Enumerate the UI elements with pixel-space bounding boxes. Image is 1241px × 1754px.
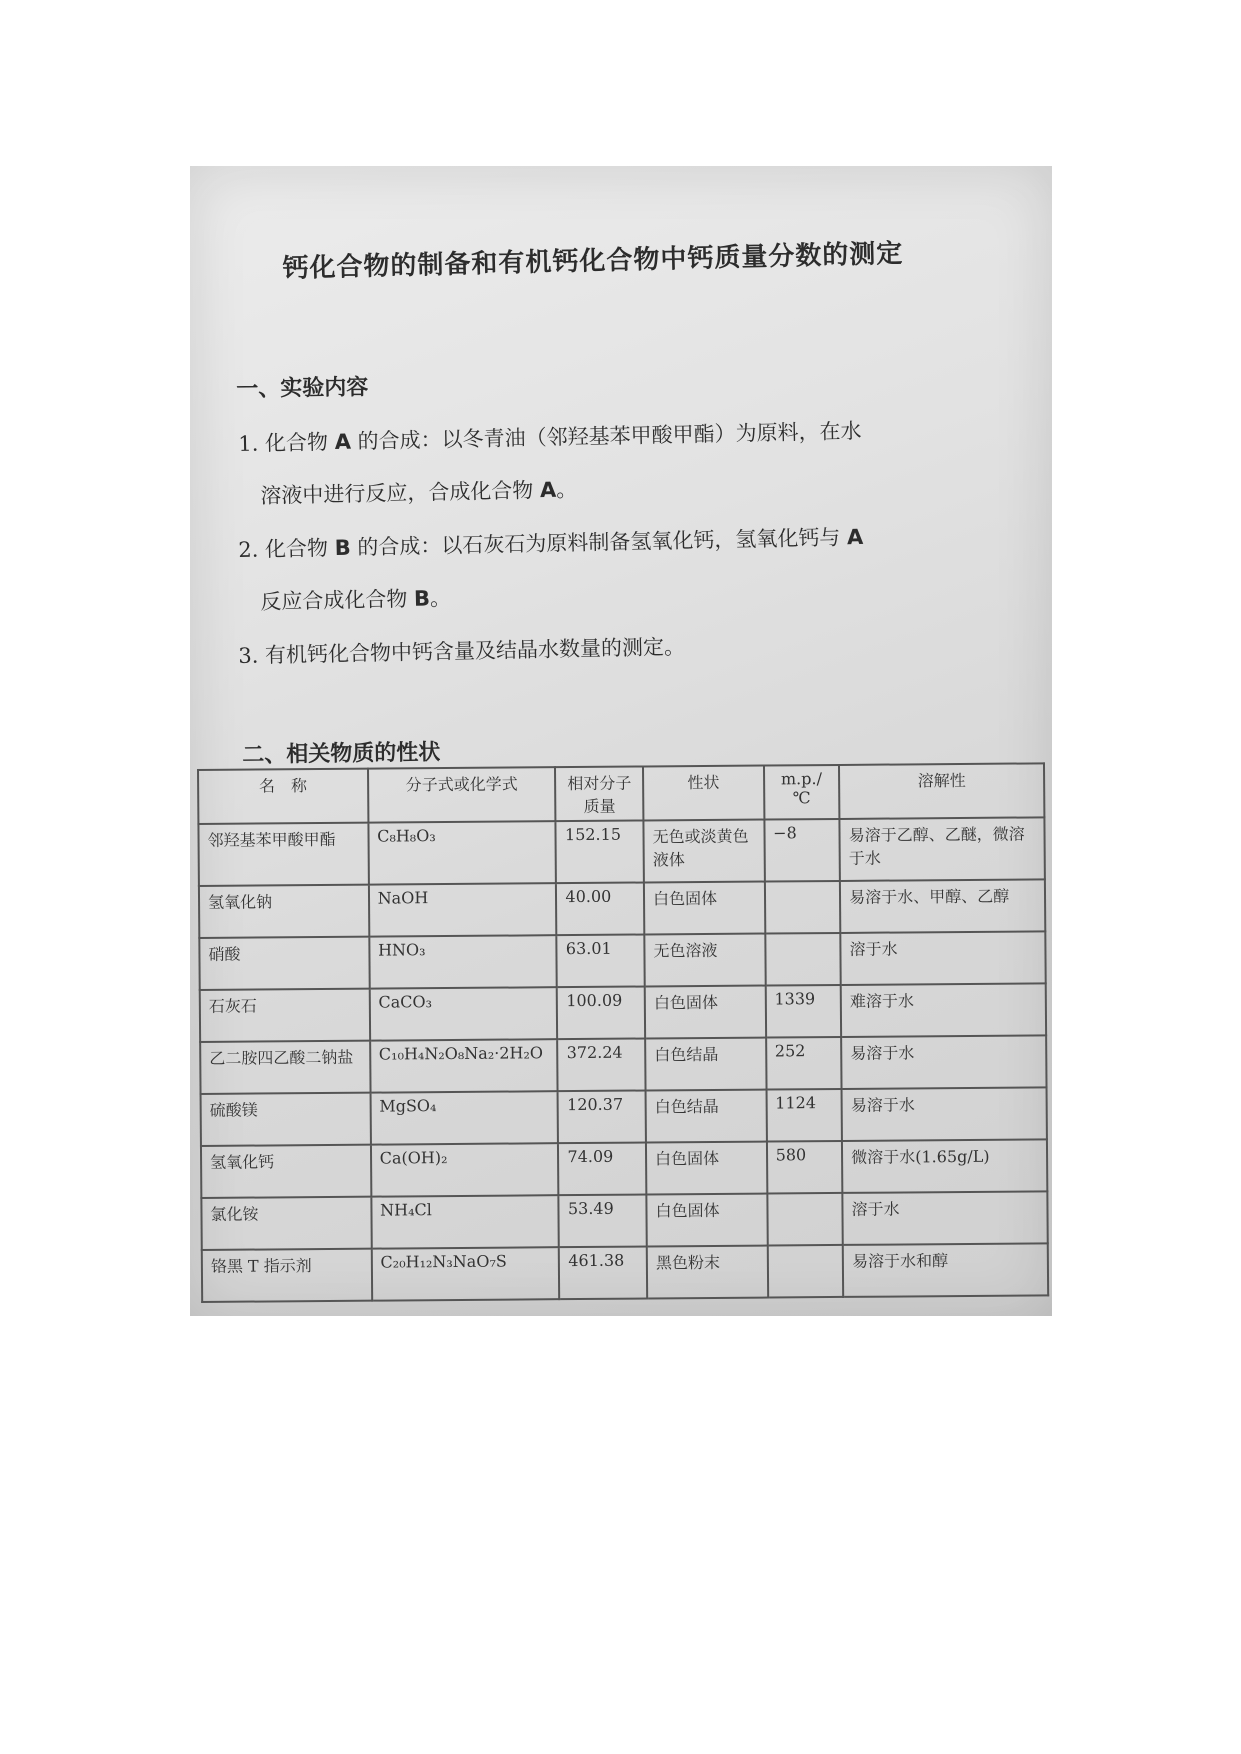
cell-molecular-weight: 152.15 [556,820,644,883]
table-header-row [198,763,1044,824]
document-photo [190,166,1052,1316]
cell-solubility: 易溶于水 [841,1035,1046,1089]
cell-formula: NH₄Cl [371,1195,559,1248]
cell-solubility: 易溶于水和醇 [843,1243,1048,1297]
cell-state: 白色固体 [646,1194,767,1247]
table-row [199,931,1045,990]
properties-table-wrap [197,762,1051,1303]
cell-formula: HNO₃ [369,935,557,988]
cell-formula: C₂₀H₁₂N₃NaO₇S [371,1247,559,1300]
cell-name: 氢氧化钠 [199,885,369,938]
cell-melting-point: 252 [766,1037,842,1090]
cell-solubility: 溶于水 [840,931,1045,985]
table-row [201,1191,1047,1250]
table-row [198,817,1044,886]
cell-name: 乙二胺四乙酸二钠盐 [200,1041,370,1094]
cell-solubility: 难溶于水 [841,983,1046,1037]
cell-state: 黑色粉末 [647,1246,768,1299]
table-row [201,1087,1047,1146]
cell-formula: C₁₀H₄N₂O₈Na₂·2H₂O [370,1039,558,1092]
cell-formula: C₈H₈O₃ [368,821,556,884]
cell-molecular-weight: 120.37 [558,1090,646,1143]
cell-name: 氯化铵 [201,1197,371,1250]
cell-melting-point [765,933,841,986]
column-header-formula: 分子式或化学式 [368,767,556,822]
cell-molecular-weight: 40.00 [556,882,644,935]
column-header-molecular-weight: 相对分子质量 [555,766,643,821]
cell-molecular-weight: 53.49 [559,1194,647,1247]
cell-name: 氢氧化钙 [201,1145,371,1198]
cell-state: 白色固体 [646,1142,767,1195]
cell-molecular-weight: 63.01 [557,934,645,987]
cell-solubility: 易溶于水、甲醇、乙醇 [840,879,1045,933]
content-item-1-line-1: 1. 化合物 A 的合成：以冬青油（邻羟基苯甲酸甲酯）为原料，在水 [238,418,862,456]
table-row [199,879,1045,938]
cell-formula: Ca(OH)₂ [371,1143,559,1196]
table-row [201,1139,1047,1198]
document-title: 钙化合物的制备和有机钙化合物中钙质量分数的测定 [282,238,904,284]
cell-state: 白色固体 [645,986,766,1039]
column-header-solubility: 溶解性 [839,763,1044,819]
column-header-state: 性状 [643,766,764,821]
content-item-1-line-2: 溶液中进行反应，合成化合物 A。 [260,477,578,508]
cell-melting-point [767,1193,843,1246]
cell-formula: CaCO₃ [369,987,557,1040]
content-item-2-line-2: 反应合成化合物 B。 [260,586,452,614]
table-row [200,1035,1046,1094]
cell-name: 硫酸镁 [201,1093,371,1146]
section-2-heading: 二、相关物质的性状 [242,739,441,768]
section-1-heading: 一、实验内容 [236,374,369,402]
cell-solubility: 微溶于水(1.65g/L) [842,1139,1047,1193]
cell-name: 铬黑 T 指示剂 [202,1249,372,1302]
cell-molecular-weight: 100.09 [557,986,645,1039]
cell-formula: NaOH [369,883,557,936]
column-header-name: 名 称 [198,769,368,824]
content-item-3: 3. 有机钙化合物中钙含量及结晶水数量的测定。 [238,634,686,668]
cell-state: 无色溶液 [644,934,765,987]
cell-melting-point: 580 [767,1141,843,1194]
cell-molecular-weight: 461.38 [559,1246,647,1299]
cell-state: 白色结晶 [645,1038,766,1091]
cell-state: 白色结晶 [646,1090,767,1143]
cell-name: 硝酸 [199,937,369,990]
cell-solubility: 易溶于乙醇、乙醚，微溶于水 [840,817,1045,881]
table-row [200,983,1046,1042]
cell-molecular-weight: 74.09 [558,1142,646,1195]
properties-table [197,762,1049,1303]
cell-melting-point [767,1245,843,1298]
cell-state: 无色或淡黄色液体 [643,820,764,883]
cell-name: 邻羟基苯甲酸甲酯 [198,823,368,886]
cell-melting-point: 1339 [765,985,841,1038]
content-item-2-line-1: 2. 化合物 B 的合成：以石灰石为原料制备氢氧化钙，氢氧化钙与 A [238,524,864,562]
cell-melting-point [765,881,841,934]
column-header-melting-point: m.p./℃ [764,765,840,820]
cell-melting-point: 1124 [766,1089,842,1142]
cell-solubility: 溶于水 [842,1191,1047,1245]
cell-molecular-weight: 372.24 [558,1038,646,1091]
table-row [202,1243,1048,1302]
cell-state: 白色固体 [644,882,765,935]
cell-solubility: 易溶于水 [842,1087,1047,1141]
cell-name: 石灰石 [200,989,370,1042]
cell-formula: MgSO₄ [370,1091,558,1144]
cell-melting-point: −8 [764,819,840,882]
